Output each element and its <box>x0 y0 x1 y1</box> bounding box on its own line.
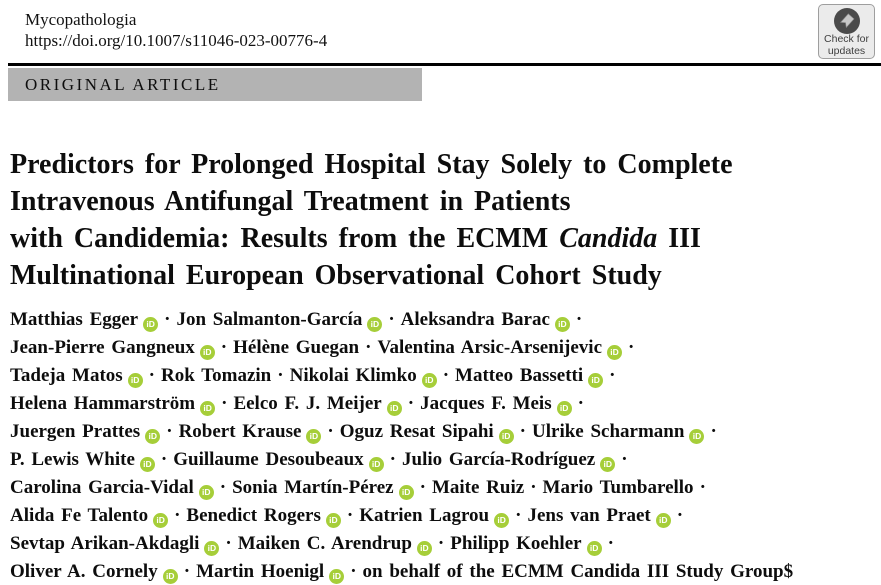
author-separator: · <box>160 449 168 470</box>
orcid-icon[interactable]: iD <box>689 429 704 444</box>
title-line-2: Intravenous Antifungal Treatment in Patients <box>10 186 571 217</box>
orcid-icon[interactable]: iD <box>199 485 214 500</box>
orcid-icon[interactable]: iD <box>145 429 160 444</box>
orcid-icon[interactable]: iD <box>607 345 622 360</box>
author-lines <box>10 306 870 585</box>
badge-label-line2: updates <box>827 44 866 57</box>
author-line <box>10 334 870 362</box>
author-name: Maiken C. Arendrup <box>237 533 412 554</box>
author-name: Juergen Prattes <box>10 421 141 442</box>
paper-title <box>10 146 855 294</box>
author-separator: · <box>174 505 181 526</box>
author-separator: · <box>407 393 415 414</box>
orcid-icon[interactable]: iD <box>387 401 402 416</box>
author-name: Sevtap Arikan-Akdagli <box>10 533 200 554</box>
orcid-icon[interactable]: iD <box>200 345 215 360</box>
orcid-icon[interactable]: iD <box>369 457 384 472</box>
author-name: Nikolai Klimko <box>289 365 417 386</box>
doi-link[interactable]: https://doi.org/10.1007/s11046-023-00776-4 <box>25 31 328 50</box>
author-name: on behalf of the ECMM Candida III Study Group$ <box>362 561 794 582</box>
author-name: P. Lewis White <box>10 449 135 470</box>
orcid-icon[interactable]: iD <box>204 541 219 556</box>
author-separator: · <box>621 449 628 470</box>
title-line-1: Predictors for Prolonged Hospital Stay Solely to Complete <box>10 149 733 180</box>
author-separator: · <box>166 421 173 442</box>
author-separator: · <box>389 449 397 470</box>
journal-header <box>25 9 327 51</box>
author-separator: · <box>225 533 232 554</box>
author-separator: · <box>219 477 227 498</box>
title-line-4: Multinational European Observational Cohort Study <box>10 260 662 291</box>
orcid-icon[interactable]: iD <box>499 429 514 444</box>
author-line <box>10 418 870 446</box>
author-line <box>10 306 870 334</box>
author-line <box>10 474 870 502</box>
author-name: Valentina Arsic-Arsenijevic <box>377 337 603 358</box>
author-separator: · <box>350 561 357 582</box>
author-name: Alida Fe Talento <box>10 505 149 526</box>
orcid-icon[interactable]: iD <box>140 457 155 472</box>
author-name: Ulrike Scharmann <box>532 421 685 442</box>
author-separator: · <box>519 421 527 442</box>
orcid-icon[interactable]: iD <box>656 513 671 528</box>
author-name: Guillaume Desoubeaux <box>173 449 364 470</box>
author-separator: · <box>277 365 284 386</box>
orcid-icon[interactable]: iD <box>422 373 437 388</box>
author-separator: · <box>676 505 684 526</box>
orcid-icon[interactable]: iD <box>600 457 615 472</box>
author-separator: · <box>607 533 614 554</box>
orcid-icon[interactable]: iD <box>163 569 178 584</box>
author-separator: · <box>442 365 450 386</box>
author-name: Helena Hammarström <box>10 393 196 414</box>
article-type-label: ORIGINAL ARTICLE <box>25 75 221 94</box>
author-separator: · <box>221 393 228 414</box>
author-name: Mario Tumbarello <box>542 477 694 498</box>
orcid-icon[interactable]: iD <box>417 541 432 556</box>
author-separator: · <box>609 365 616 386</box>
author-separator: · <box>628 337 635 358</box>
author-separator: · <box>220 337 228 358</box>
author-line <box>10 362 870 390</box>
author-name: Jens van Praet <box>527 505 651 526</box>
orcid-icon[interactable]: iD <box>555 317 570 332</box>
orcid-icon[interactable]: iD <box>128 373 143 388</box>
author-line <box>10 530 870 558</box>
author-name: Carolina Garcia-Vidal <box>10 477 194 498</box>
author-name: Tadeja Matos <box>10 365 123 386</box>
badge-label-line1: Check for <box>824 33 869 45</box>
author-name: Philipp Koehler <box>450 533 582 554</box>
orcid-icon[interactable]: iD <box>399 485 414 500</box>
author-name: Julio García-Rodríguez <box>402 449 596 470</box>
author-separator: · <box>577 393 584 414</box>
author-name: Jean-Pierre Gangneux <box>10 337 195 358</box>
orcid-icon[interactable]: iD <box>200 401 215 416</box>
author-separator: · <box>183 561 191 582</box>
author-name: Oguz Resat Sipahi <box>339 421 494 442</box>
author-separator: · <box>699 477 706 498</box>
orcid-icon[interactable]: iD <box>494 513 509 528</box>
author-name: Robert Krause <box>178 421 302 442</box>
article-type-banner <box>8 68 422 101</box>
title-line-3: with Candidemia: Results from the ECMM Candida III <box>10 223 701 254</box>
author-line <box>10 558 870 585</box>
author-separator: · <box>710 421 717 442</box>
author-separator: · <box>388 309 395 330</box>
title-italic-candida: Candida <box>559 223 658 254</box>
author-separator: · <box>346 505 354 526</box>
check-for-updates-badge[interactable] <box>818 4 875 59</box>
author-name: Maite Ruiz <box>431 477 525 498</box>
author-separator: · <box>365 337 372 358</box>
orcid-icon[interactable]: iD <box>326 513 341 528</box>
author-name: Aleksandra Barac <box>400 309 550 330</box>
author-name: Rok Tomazin <box>161 365 272 386</box>
author-name: Matthias Egger <box>10 309 139 330</box>
author-separator: · <box>575 309 583 330</box>
orcid-icon[interactable]: iD <box>329 569 344 584</box>
author-name: Matteo Bassetti <box>455 365 584 386</box>
author-separator: · <box>437 533 445 554</box>
author-line <box>10 502 870 530</box>
orcid-icon[interactable]: iD <box>143 317 158 332</box>
author-name: Martin Hoenigl <box>196 561 325 582</box>
orcid-icon[interactable]: iD <box>153 513 168 528</box>
orcid-icon[interactable]: iD <box>587 541 602 556</box>
author-line <box>10 446 870 474</box>
author-name: Sonia Martín-Pérez <box>232 477 394 498</box>
author-name: Jacques F. Meis <box>420 393 552 414</box>
crossmark-icon <box>834 8 860 34</box>
author-name: Oliver A. Cornely <box>10 561 158 582</box>
orcid-icon[interactable]: iD <box>306 429 321 444</box>
orcid-icon[interactable]: iD <box>588 373 603 388</box>
orcid-icon[interactable]: iD <box>367 317 382 332</box>
author-separator: · <box>164 309 171 330</box>
author-separator: · <box>148 365 156 386</box>
author-name: Katrien Lagrou <box>359 505 490 526</box>
header-rule <box>8 63 881 66</box>
author-name: Eelco F. J. Meijer <box>233 393 382 414</box>
author-line <box>10 390 870 418</box>
author-name: Benedict Rogers <box>186 505 321 526</box>
author-name: Jon Salmanton-García <box>176 309 363 330</box>
author-name: Hélène Guegan <box>233 337 360 358</box>
author-separator: · <box>530 477 537 498</box>
journal-name: Mycopathologia <box>25 10 137 29</box>
author-separator: · <box>327 421 334 442</box>
orcid-icon[interactable]: iD <box>557 401 572 416</box>
author-separator: · <box>515 505 522 526</box>
author-separator: · <box>419 477 426 498</box>
